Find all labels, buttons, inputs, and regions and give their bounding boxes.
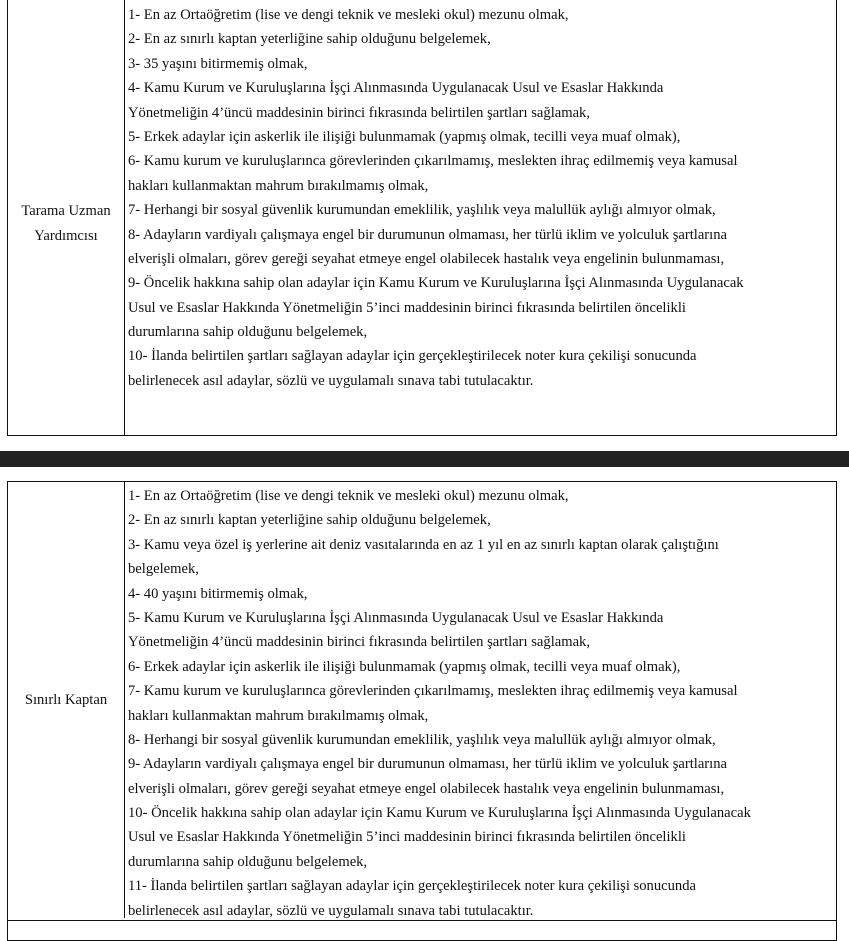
- requirement-line: hakları kullanmaktan mahrum bırakılmamış olmak,: [128, 707, 429, 724]
- section-divider-bar: [0, 451, 849, 467]
- position-title: Sınırlı Kaptan: [24, 691, 108, 708]
- requirement-line: 10- İlanda belirtilen şartları sağlayan adaylar için gerçekleştirilecek noter kura çekilişi sonucunda: [128, 348, 697, 365]
- position-title-cell: [8, 482, 125, 918]
- requirement-line: 11- İlanda belirtilen şartları sağlayan adaylar için gerçekleştirilecek noter kura çekilişi sonucunda: [128, 878, 696, 895]
- requirement-line: 1- En az Ortaöğretim (lise ve dengi teknik ve mesleki okul) mezunu olmak,: [128, 488, 569, 504]
- requirements-list: [126, 0, 836, 435]
- requirement-line: hakları kullanmaktan mahrum bırakılmamış olmak,: [128, 177, 429, 194]
- requirements-table-tarama-uzman-yardimcisi: [7, 0, 837, 436]
- requirement-line: 5- Kamu Kurum ve Kuruluşlarına İşçi Alınmasında Uygulanacak Usul ve Esaslar Hakkında: [128, 609, 664, 626]
- requirement-line: Yönetmeliğin 4’üncü maddesinin birinci fıkrasında belirtilen şartları sağlamak,: [128, 634, 591, 651]
- requirement-line: 9- Adayların vardiyalı çalışmaya engel bir durumunun olmaması, her türlü iklim ve yolculuk şartlarına: [128, 756, 727, 773]
- requirement-line: 1- En az Ortaöğretim (lise ve dengi teknik ve mesleki okul) mezunu olmak,: [128, 7, 569, 23]
- requirement-line: elverişli olmaları, görev gereği seyahat etmeye engel olabilecek hastalık veya engelinin bulunmaması,: [128, 250, 725, 267]
- requirement-line: 5- Erkek adaylar için askerlik ile ilişiği bulunmamak (yapmış olmak, tecilli veya muaf olmak),: [128, 128, 681, 145]
- requirements-table-sinirli-kaptan: [7, 481, 837, 941]
- requirement-line: belgelemek,: [128, 561, 199, 578]
- requirement-line: belirlenecek asıl adaylar, sözlü ve uygulamalı sınava tabi tutulacaktır.: [128, 372, 534, 389]
- table-row-separator: [7, 920, 837, 921]
- requirement-line: 10- Öncelik hakkına sahip olan adaylar için Kamu Kurum ve Kuruluşlarına İşçi Alınmasında Uygulanacak: [128, 805, 751, 822]
- requirement-line: 4- 40 yaşını bitirmemiş olmak,: [128, 585, 308, 602]
- requirement-line: 4- Kamu Kurum ve Kuruluşlarına İşçi Alınmasında Uygulanacak Usul ve Esaslar Hakkında: [128, 80, 664, 97]
- requirement-line: belirlenecek asıl adaylar, sözlü ve uygulamalı sınava tabi tutulacaktır.: [128, 902, 534, 919]
- requirement-line: elverişli olmaları, görev gereği seyahat etmeye engel olabilecek hastalık veya engelinin bulunmaması,: [128, 780, 725, 797]
- requirement-line: durumlarına sahip olduğunu belgelemek,: [128, 853, 368, 870]
- requirement-line: 6- Kamu kurum ve kuruluşlarınca görevlerinden çıkarılmamış, meslekten ihraç edilmemiş veya kamusal: [128, 153, 738, 170]
- requirement-line: 8- Herhangi bir sosyal güvenlik kurumundan emeklilik, yaşlılık veya malullük aylığı almıyor olmak,: [128, 731, 716, 748]
- requirement-line: 2- En az sınırlı kaptan yeterliğine sahip olduğunu belgelemek,: [128, 512, 491, 529]
- requirement-line: Yönetmeliğin 4’üncü maddesinin birinci fıkrasında belirtilen şartları sağlamak,: [128, 104, 591, 121]
- requirements-list: [126, 482, 836, 940]
- position-title: Tarama Uzman Yardımcısı: [21, 203, 111, 244]
- position-title-cell: [8, 0, 125, 435]
- requirement-line: 8- Adayların vardiyalı çalışmaya engel bir durumunun olmaması, her türlü iklim ve yolculuk şartlarına: [128, 226, 727, 243]
- requirement-line: 6- Erkek adaylar için askerlik ile ilişiği bulunmamak (yapmış olmak, tecilli veya muaf olmak),: [128, 658, 681, 675]
- requirement-line: Usul ve Esaslar Hakkında Yönetmeliğin 5’inci maddesinin birinci fıkrasında belirtilen öncelikli: [128, 829, 686, 846]
- requirement-line: 3- Kamu veya özel iş yerlerine ait deniz vasıtalarında en az 1 yıl en az sınırlı kaptan olarak çalıştığını: [128, 536, 719, 553]
- requirement-line: Usul ve Esaslar Hakkında Yönetmeliğin 5’inci maddesinin birinci fıkrasında belirtilen öncelikli: [128, 299, 686, 316]
- requirement-line: 7- Herhangi bir sosyal güvenlik kurumundan emeklilik, yaşlılık veya malullük aylığı almıyor olmak,: [128, 202, 716, 219]
- requirement-line: 7- Kamu kurum ve kuruluşlarınca görevlerinden çıkarılmamış, meslekten ihraç edilmemiş veya kamusal: [128, 683, 738, 700]
- requirement-line: 2- En az sınırlı kaptan yeterliğine sahip olduğunu belgelemek,: [128, 31, 491, 48]
- requirement-line: 9- Öncelik hakkına sahip olan adaylar için Kamu Kurum ve Kuruluşlarına İşçi Alınmasında Uygulanacak: [128, 275, 744, 292]
- requirement-line: 3- 35 yaşını bitirmemiş olmak,: [128, 55, 308, 72]
- requirement-line: durumlarına sahip olduğunu belgelemek,: [128, 324, 368, 341]
